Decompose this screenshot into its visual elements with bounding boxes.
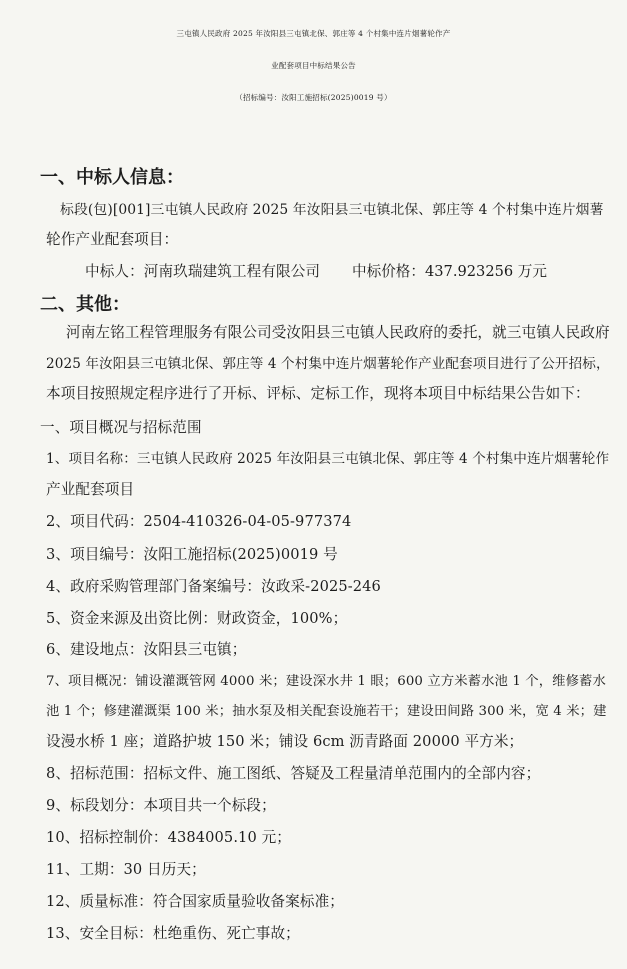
item-duration: 11、工期：30 日历天； — [46, 861, 206, 878]
project-overview-heading: 一、项目概况与招标范围 — [40, 419, 202, 436]
winning-bidder: 中标人：河南玖瑞建筑工程有限公司 — [85, 263, 321, 280]
intro-line-2: 2025 年汝阳县三屯镇北保、郭庄等 4 个村集中连片烟薯轮作产业配套项目进行了公开招标， — [46, 356, 610, 372]
item-project-number: 3、项目编号：汝阳工施招标(2025)0019 号 — [46, 546, 338, 563]
item-overview-line-3: 设漫水桥 1 座；道路护坡 150 米；铺设 6cm 沥青路面 20000 平方米； — [46, 733, 524, 750]
notice-title-line-2: 业配套项目中标结果公告 — [271, 61, 356, 70]
section-other-heading: 二、其他： — [40, 294, 130, 315]
notice-title-line-1: 三屯镇人民政府 2025 年汝阳县三屯镇北保、郭庄等 4 个村集中连片烟薯轮作产 — [176, 29, 451, 38]
lot-description-line-2: 轮作产业配套项目： — [46, 231, 179, 248]
item-overview-line-2: 池 1 个；修建灌溉渠 100 米；抽水泵及相关配套设施若干；建设田间路 300 米，宽 4 米；建 — [46, 704, 607, 719]
item-lot-division: 9、标段划分：本项目共一个标段； — [46, 797, 276, 814]
tender-number: （招标编号：汝阳工施招标(2025)0019 号） — [235, 93, 392, 102]
item-overview-line-1: 7、项目概况：铺设灌溉管网 4000 米；建设深水井 1 眼；600 立方米蓄水池 1 个，维修蓄水 — [46, 674, 606, 689]
item-safety-target: 13、安全目标：杜绝重伤、死亡事故； — [46, 925, 300, 942]
item-control-price: 10、招标控制价：4384005.10 元； — [46, 829, 291, 846]
intro-line-1: 河南左铭工程管理服务有限公司受汝阳县三屯镇人民政府的委托，就三屯镇人民政府 — [66, 324, 610, 341]
item-bid-scope: 8、招标范围：招标文件、施工图纸、答疑及工程量清单范围内的全部内容； — [46, 765, 541, 782]
section-winner-heading: 一、中标人信息： — [40, 167, 184, 188]
intro-line-3: 本项目按照规定程序进行了开标、评标、定标工作，现将本项目中标结果公告如下： — [46, 385, 590, 402]
item-project-code: 2、项目代码：2504-410326-04-05-977374 — [46, 513, 352, 530]
lot-description-line-1: 标段(包)[001]三屯镇人民政府 2025 年汝阳县三屯镇北保、郭庄等 4 个村集中连片烟薯 — [60, 202, 604, 218]
item-location: 6、建设地点：汝阳县三屯镇； — [46, 641, 247, 658]
item-project-name-line-1: 1、项目名称：三屯镇人民政府 2025 年汝阳县三屯镇北保、郭庄等 4 个村集中连片烟薯轮作 — [46, 451, 610, 467]
item-project-name-line-2: 产业配套项目 — [46, 481, 135, 498]
winning-price: 中标价格：437.923256 万元 — [352, 263, 547, 280]
item-filing-number: 4、政府采购管理部门备案编号：汝政采-2025-246 — [46, 578, 381, 595]
item-quality-standard: 12、质量标准：符合国家质量验收备案标准； — [46, 893, 344, 910]
item-funding-source: 5、资金来源及出资比例：财政资金，100%； — [46, 610, 348, 627]
